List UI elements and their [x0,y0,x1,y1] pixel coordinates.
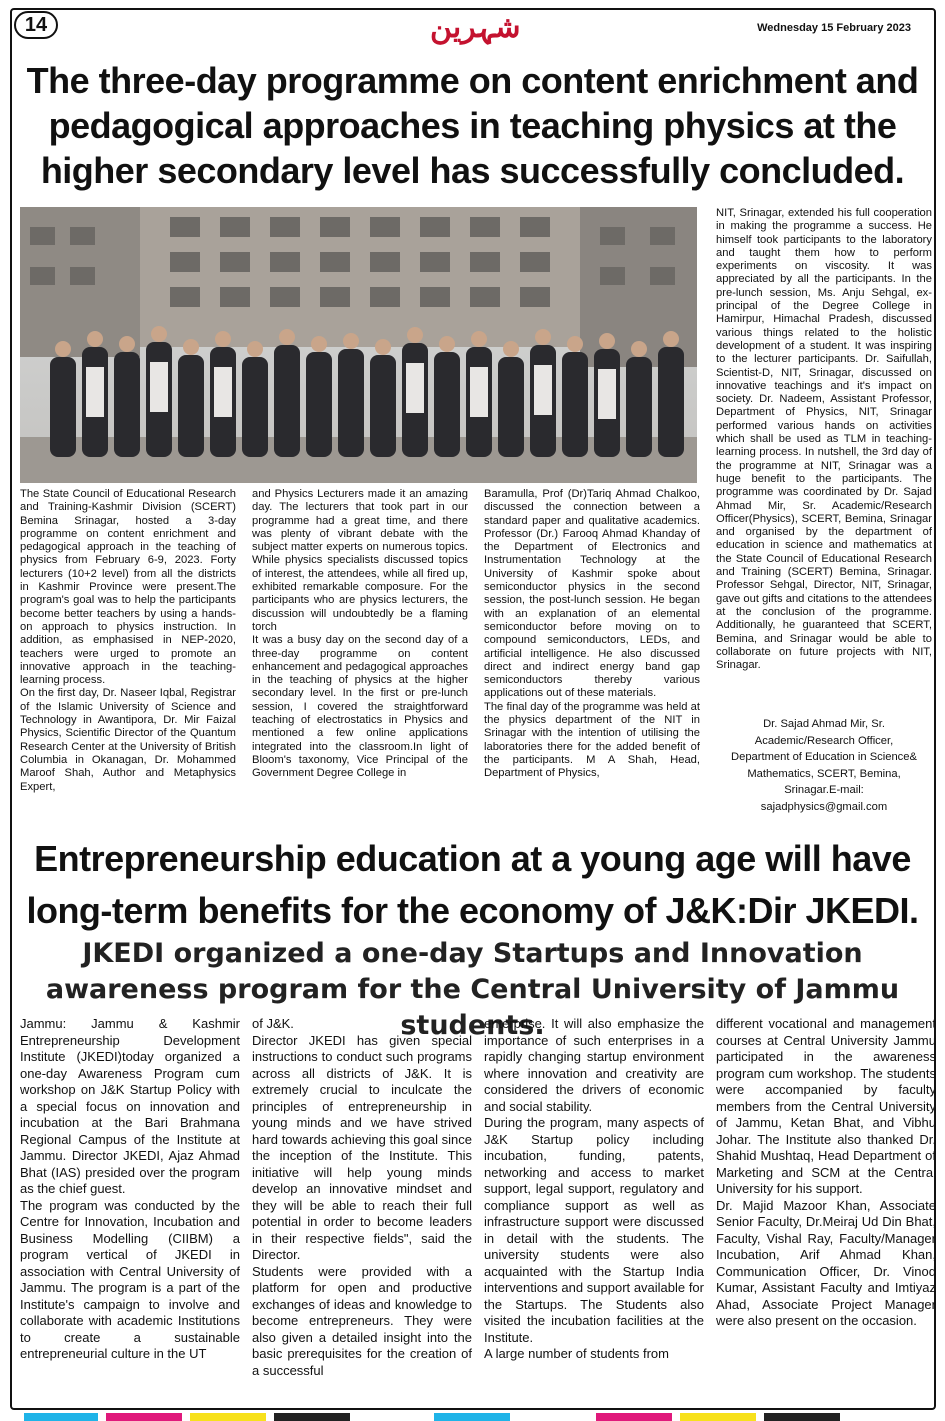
color-bar-cyan [24,1413,98,1421]
color-bar-yellow [190,1413,266,1421]
article1-column-4: NIT, Srinagar, extended his full cooperation in making the programme a success. He himself took participants to the laboratory and taught them how to perform experiments on viscosity. It was appreciated by all the participants. In the pre-lunch session, Ms. Anju Sehgal, ex-principal of the Degree College in Hamirpur, Himachal Pradesh, discussed various things related to the holistic development of a student. It was inspiring to the lecturer participants. Dr. Saifullah, Scientist-D, NIT, Srinagar, discussed on innovative teachings and it's impact on society. Dr. Nadeem, Assistant Professor, Department of Physics, NIT, Srinagar performed various hands on activities which shall be used as TLM in teaching-learning process. In nutshell, the 3rd day of the programme at NIT, Srinagar was a huge benefit to the participants. The programme was coordinated by Dr. Sajad Ahmad Mir, Sr. Academic/Research Officer(Physics), SCERT, Bemina, Srinagar and organised by the department of education in science and mathematics at the State Council of Educational Research and Training (SCERT) Bemina, Srinagar. Professor Sehgal, Director, NIT, Srinagar, gave out gifts and citations to the attendees at the conclusion of the programme. Additionally, he guaranteed that SCERT, Bemina, and Srinagar would be able to collaborate on future projects with NIT, Srinagar. [716,207,932,672]
article2-column-2: of J&K. Director JKEDI has given special instructions to conduct such programs across all districts of J&K. It is extremely crucial to inculcate the principles of entrepreneurship in young minds and we have strived hard towards achieving this goal since the inception of the Institute. This initiative will help young minds develop an innovative mindset and they will be able to reach their full potential in order to become leaders in their respective fields", said the Director. Students were provided with a platform for open and productive exchanges of ideas and knowledge to become entrepreneurs. They were also given a detailed insight into the basic prerequisites for the creation of a successful [252,1016,472,1378]
color-bar-cyan-2 [434,1413,510,1421]
article2-headline: Entrepreneurship education at a young age will have long-term benefits for the economy of J&K:Dir JKEDI. [26,838,919,931]
article2-column-4: different vocational and management courses at Central University Jammu participated in the awareness program cum workshop. The students were accompanied by faculty members from the Central University of Jammu, Ketan Bhat, and Vibhu Johar. The Institute also thanked Dr. Shahid Mushtaq, Head Department of Marketing and SCM at the Central University for his support. Dr. Majid Mazoor Khan, Associate Senior Faculty, Dr.Meiraj Ud Din Bhat, Faculty, Vishal Ray, Faculty/Manager Incubation, Arif Ahmad Khan, Communication Officer, Dr. Vinod Kumar, Assistant Faculty and Imtiyaz Ahad, Associate Project Manager were also present on the occasion. [716,1016,936,1328]
article1-headline: The three-day programme on content enrichment and pedagogical approaches in teaching physics at the higher secondary level has successfully concluded. [26,60,919,191]
author-signature: Dr. Sajad Ahmad Mir, Sr. Academic/Research Officer, Department of Education in Science& Mathematics, SCERT, Bemina, Srinagar.E-mail: sajadphysics@gmail.com [731,718,917,813]
masthead-logo: شہرین [430,10,521,45]
color-bar-yellow-2 [680,1413,756,1421]
article1-column-1: The State Council of Educational Research and Training-Kashmir Division (SCERT) Bemina Srinagar, hosted a 3-day programme on content enrichment and pedagogical approach in the teaching of physics from February 6-9, 2023. Forty lecturers (10+2 level) from all the districts in Kashmir Province were present.The program's goal was to help the participants become better teachers by using a hands-on approach to physics instruction. In addition, as emphasised in NEP-2020, teachers were urged to promote an innovative approach in the teaching-learning process. On the first day, Dr. Naseer Iqbal, Registrar of the Islamic University of Science and Technology in Awantipora, Dr. Mir Faizal Physics, Scientific Director of the Quantum Research Center at the University of British Columbia in Okanagan, Dr. Mohammed Maroof Shah, Author and Metaphysics Expert, [20,488,236,793]
color-bar-black [274,1413,350,1421]
color-bar-black-2 [764,1413,840,1421]
article1-column-2: and Physics Lecturers made it an amazing day. The lecturers that took part in our programme had a great time, and there was plenty of vibrant debate with the subject matter experts on numerous topics. While physics specialists discussed topics of interest, the attendees, while all fired up, exhibited remarkable composure. For the participants who are physics lecturers, the discussion will undoubtedly be a flaming torch It was a busy day on the second day of a three-day programme on content enhancement and pedagogical approaches in the teaching of physics at the higher secondary level. In the first or pre-lunch session, I covered the straightforward teaching of electrostatics in Physics and mentioned a few online applications integrated into the classroom.In light of Bloom's taxonomy, Vice Principal of the Government Degree College in [252,488,468,780]
color-bar-magenta-2 [596,1413,672,1421]
article2-column-1: Jammu: Jammu & Kashmir Entrepreneurship Development Institute (JKEDI)today organized a one-day Awareness Program cum workshop on J&K Startup Policy with a special focus on innovation and incubation at the Bari Brahmana Regional Campus of the Institute at Jammu. Director JKEDI, Ajaz Ahmad Bhat (IAS) presided over the program as the chief guest. The program was conducted by the Centre for Innovation, Incubation and Business Modelling (CIIBM) a program vertical of JKEDI in association with Central University of Jammu. The program is a part of the Institute's campaign to involve and collaborate with academic Institutions to create a sustainable entrepreneurial culture in the UT [20,1016,240,1361]
group-photo-illustration [20,207,697,483]
page-number: 14 [14,11,58,39]
issue-date: Wednesday 15 February 2023 [757,22,911,34]
article2-column-3: enterprise. It will also emphasize the importance of such enterprises in a rapidly changing startup environment where innovation and creativity are considered the drivers of economic and social stability. During the program, many aspects of J&K Startup policy including incubation, funding, patents, networking and access to market support, legal support, regulatory and compliance support as well as infrastructure support were discussed in detail with the students. The university students were also acquainted with the Startup India interventions and support available for the Startups. The Students also visited the incubation facilities at the Institute. A large number of students from [484,1016,704,1361]
article1-column-3: Baramulla, Prof (Dr)Tariq Ahmad Chalkoo, discussed the connection between a standard paper and qualitative academics. Professor (Dr.) Farooq Ahmad Khanday of the Department of Electronics and Instrumentation Technology at the University of Kashmir spoke about semiconductor physics in the second session, the post-lunch session. He began with an explanation of an elemental semiconductor before moving on to compound semiconductors, LEDs, and artificial intelligence. He also discussed direct and indirect energy band gap semiconductors thereby various applications out of these materials. The final day of the programme was held at the physics department of the NIT in Srinagar with the intention of utilising the laboratories there for the added benefit of the participants. M A Shah, Head, Department of Physics, [484,488,700,780]
article2-subheadline: JKEDI organized a one-day Startups and Innovation awareness program for the Central University of Jammu students. [45,938,900,1041]
group-photo [20,207,697,483]
color-bar-magenta [106,1413,182,1421]
